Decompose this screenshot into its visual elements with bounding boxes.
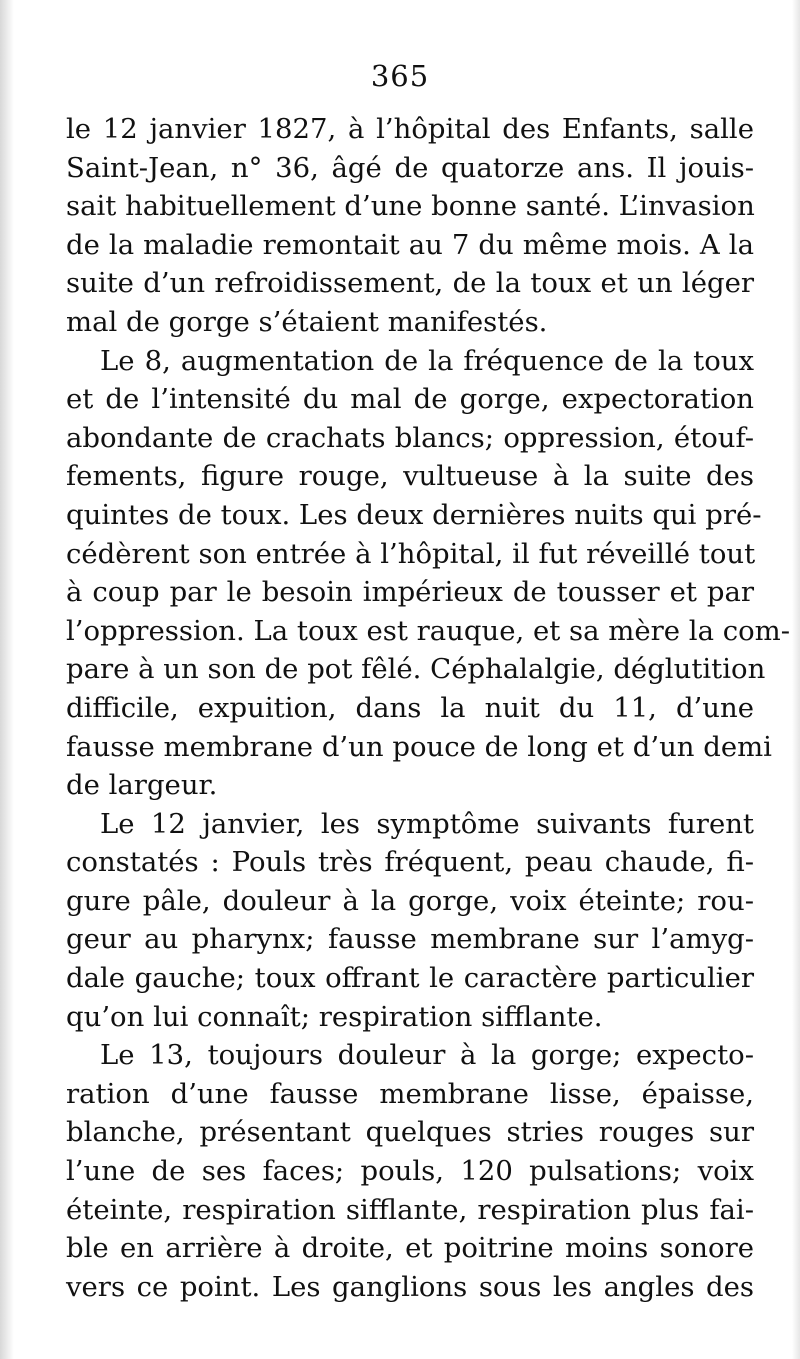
text-line: Le 8, augmentation de la fréquence de la toux: [100, 344, 754, 377]
text-line: de largeur.: [66, 769, 218, 802]
text-line: cédèrent son entrée à l’hôpital, il fut réveillé tout: [66, 537, 756, 570]
text-line: mal de gorge s’étaient manifestés.: [66, 305, 548, 338]
text-line: fausse membrane d’un pouce de long et d’un demi: [66, 730, 772, 763]
text-line: blanche, présentant quelques stries rouges sur: [66, 1116, 754, 1149]
text-line: Le 12 janvier, les symptôme suivants furent: [100, 807, 754, 840]
text-line: sait habituellement d’une bonne santé. L’invasion: [66, 190, 755, 223]
text-line: le 12 janvier 1827, à l’hôpital des Enfants, salle: [66, 113, 754, 145]
text-line: dale gauche; toux offrant le caractère particulier: [66, 962, 754, 995]
text-line: vers ce point. Les ganglions sous les angles des: [66, 1270, 754, 1303]
text-line: pare à un son de pot fêlé. Céphalalgie, déglutition: [66, 653, 766, 686]
text-line: quintes de toux. Les deux dernières nuits qui pré-: [66, 498, 762, 531]
text-line: suite d’un refroidissement, de la toux et un léger: [66, 267, 754, 300]
text-line: à coup par le besoin impérieux de tousser et par: [66, 576, 754, 609]
body-text: [66, 110, 791, 1306]
text-line: ration d’une fausse membrane lisse, épaisse,: [66, 1077, 754, 1110]
text-line: l’une de ses faces; pouls, 120 pulsations; voix: [66, 1155, 754, 1188]
text-line: geur au pharynx; fausse membrane sur l’amyg-: [66, 923, 754, 956]
text-line: Saint-Jean, n° 36, âgé de quatorze ans. Il jouis-: [66, 151, 754, 184]
text-line: et de l’intensité du mal de gorge, expectoration: [66, 383, 754, 416]
text-line: qu’on lui connaît; respiration sifflante.: [66, 1000, 603, 1033]
text-line: fements, figure rouge, vultueuse à la suite des: [66, 460, 754, 493]
text-line: difficile, expuition, dans la nuit du 11, d’une: [66, 691, 754, 724]
text-line: éteinte, respiration sifflante, respiration plus fai-: [66, 1193, 754, 1226]
text-line: Le 13, toujours douleur à la gorge; expecto-: [100, 1039, 754, 1072]
page-number: 365: [370, 59, 430, 93]
text-line: ble en arrière à droite, et poitrine moins sonore: [66, 1232, 754, 1265]
text-line: l’oppression. La toux est rauque, et sa mère la com-: [66, 614, 791, 647]
text-line: gure pâle, douleur à la gorge, voix éteinte; rou-: [66, 884, 754, 917]
text-line: abondante de crachats blancs; oppression, étouf-: [66, 421, 754, 454]
text-line: constatés : Pouls très fréquent, peau chaude, fi-: [66, 846, 754, 879]
text-line: de la maladie remontait au 7 du même mois. A la: [66, 228, 754, 261]
